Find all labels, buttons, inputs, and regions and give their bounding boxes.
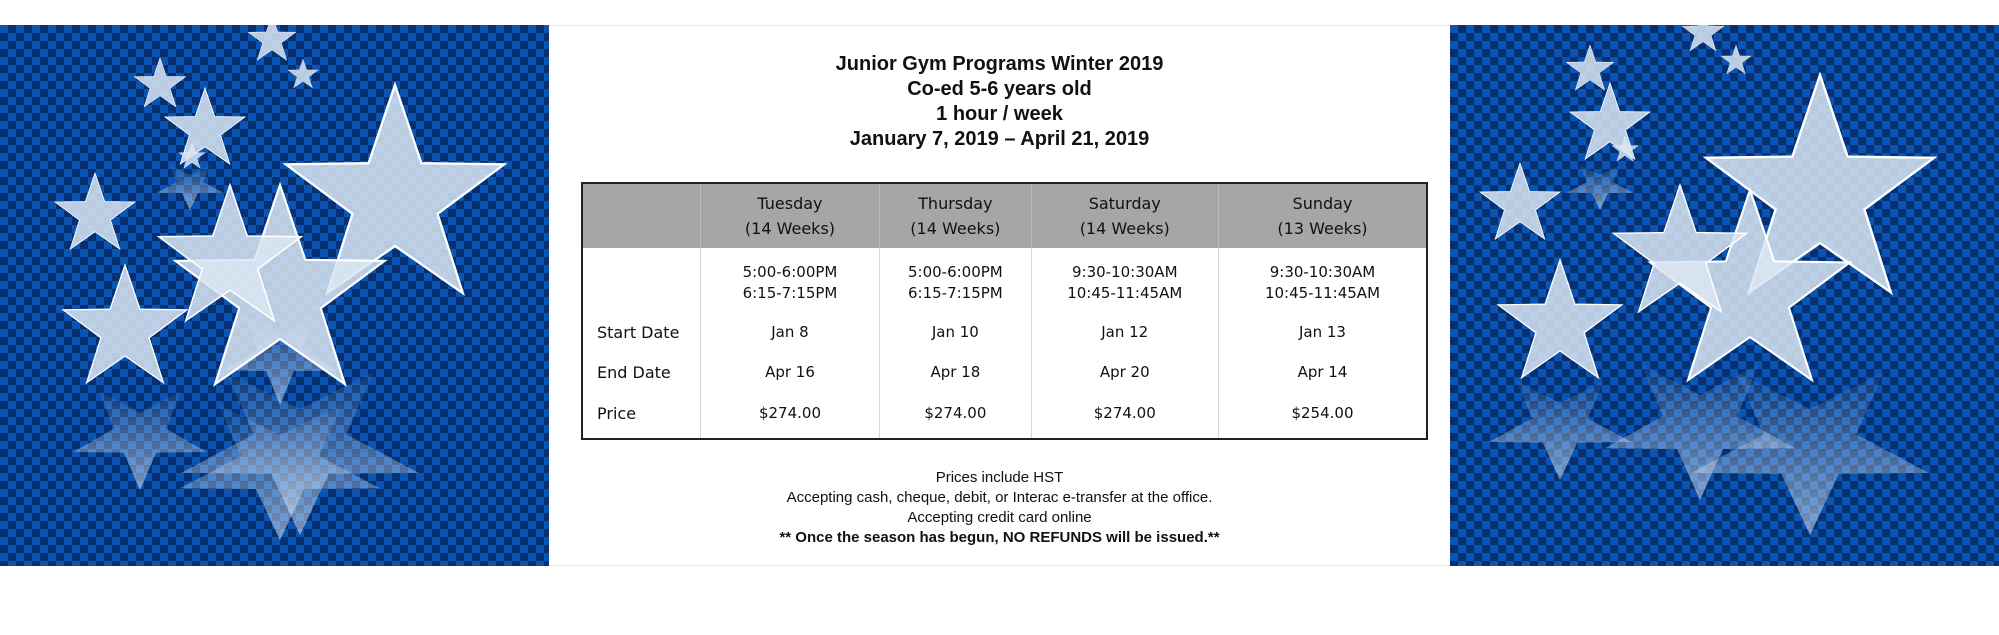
header-blank-cell (582, 183, 700, 248)
price-cell: $274.00 (700, 392, 879, 439)
left-decorative-panel (0, 25, 549, 566)
payment-note: Accepting cash, cheque, debit, or Interac e-transfer at the office. (786, 489, 1213, 506)
price-cell: $274.00 (880, 392, 1031, 439)
header-tuesday: Tuesday (14 Weeks) (700, 183, 879, 248)
time-cell: 9:30-10:30AM 10:45-11:45AM (1218, 248, 1427, 312)
price-cell: $254.00 (1218, 392, 1427, 439)
session-length: 1 hour / week (936, 103, 1063, 125)
refund-policy-note: ** Once the season has begun, NO REFUNDS will be issued.** (779, 529, 1220, 546)
start-date-cell: Jan 13 (1218, 312, 1427, 352)
times-label-cell (582, 248, 700, 312)
notes-block (549, 468, 1450, 548)
header-sunday: Sunday (13 Weeks) (1218, 183, 1427, 248)
row-label: End Date (597, 362, 671, 382)
right-decorative-panel (1450, 25, 1999, 566)
end-date-cell: Apr 18 (880, 352, 1031, 392)
page-title: Junior Gym Programs Winter 2019 (835, 53, 1164, 75)
credit-card-note: Accepting credit card online (907, 509, 1092, 526)
schedule-table (581, 182, 1428, 440)
start-date-cell: Jan 8 (700, 312, 879, 352)
end-date-cell: Apr 16 (700, 352, 879, 392)
time-cell: 9:30-10:30AM 10:45-11:45AM (1031, 248, 1218, 312)
stars-graphic-right (1450, 25, 1999, 566)
time-cell: 5:00-6:00PM 6:15-7:15PM (880, 248, 1031, 312)
age-group: Co-ed 5-6 years old (907, 78, 1092, 100)
price-cell: $274.00 (1031, 392, 1218, 439)
table-row-times (582, 248, 1427, 312)
end-date-cell: Apr 14 (1218, 352, 1427, 392)
program-flyer (549, 25, 1450, 566)
end-date-cell: Apr 20 (1031, 352, 1218, 392)
time-cell: 5:00-6:00PM 6:15-7:15PM (700, 248, 879, 312)
start-date-cell: Jan 10 (880, 312, 1031, 352)
header-saturday: Saturday (14 Weeks) (1031, 183, 1218, 248)
row-label: Price (597, 403, 637, 423)
header-thursday: Thursday (14 Weeks) (880, 183, 1031, 248)
table-row-end-date (582, 352, 1427, 392)
season-dates: January 7, 2019 – April 21, 2019 (849, 128, 1150, 150)
table-row-price (582, 392, 1427, 439)
stars-graphic-left (0, 25, 549, 566)
table-row-start-date (582, 312, 1427, 352)
title-block (549, 52, 1450, 152)
start-date-cell: Jan 12 (1031, 312, 1218, 352)
table-header-row (582, 183, 1427, 248)
row-label: Start Date (597, 322, 680, 342)
hst-note: Prices include HST (935, 469, 1064, 486)
